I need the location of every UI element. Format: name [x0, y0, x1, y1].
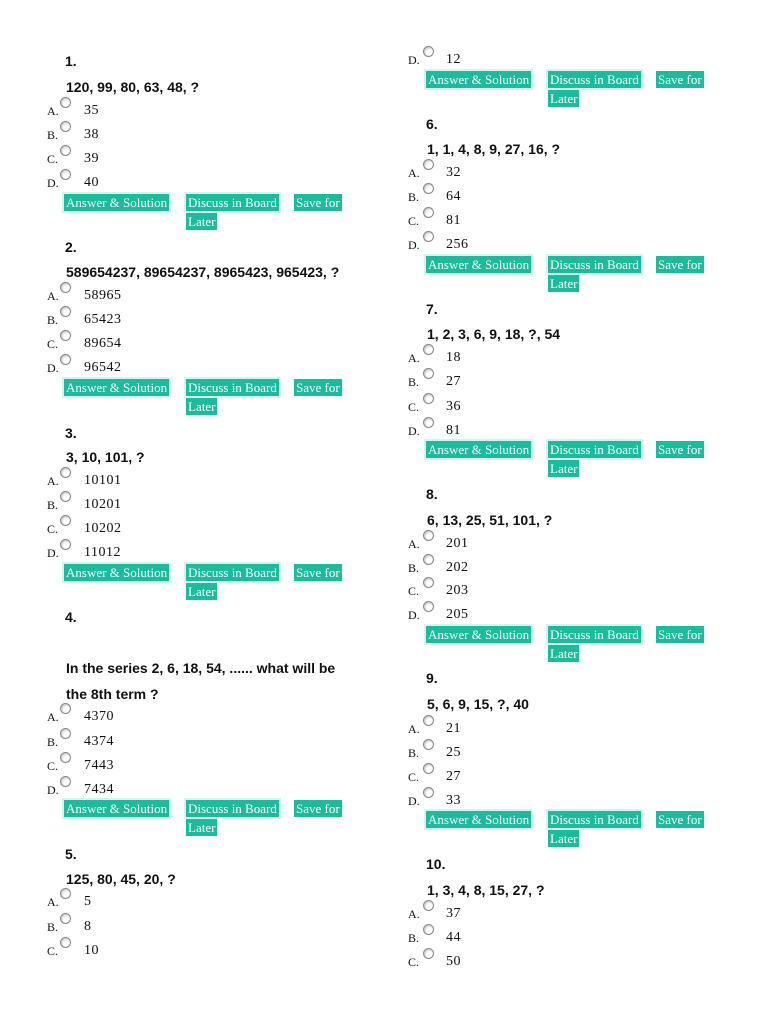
radio-icon[interactable] [60, 776, 71, 787]
answer-solution-button[interactable]: Answer & Solution [66, 195, 168, 210]
save-for-later-button[interactable]: Save for [296, 195, 340, 210]
discuss-board-button[interactable]: Discuss in Board [550, 442, 639, 457]
radio-icon[interactable] [423, 715, 434, 726]
option-row[interactable] [408, 347, 608, 367]
option-value: 33 [446, 793, 461, 808]
option-value: 39 [84, 151, 99, 166]
option-value: 201 [446, 536, 469, 551]
radio-icon[interactable] [60, 539, 71, 550]
option-row[interactable] [408, 420, 608, 440]
save-for-later-button[interactable]: Save for [296, 380, 340, 395]
save-for-later-button-line2[interactable]: Later [550, 831, 578, 846]
option-row[interactable] [408, 718, 608, 738]
question-text: 6, 13, 25, 51, 101, ? [427, 512, 553, 528]
option-row[interactable] [47, 285, 247, 305]
option-row[interactable] [408, 580, 608, 600]
answer-solution-button[interactable]: Answer & Solution [66, 801, 168, 816]
option-value: 58965 [84, 288, 122, 303]
radio-icon[interactable] [60, 145, 71, 156]
action-buttons [426, 626, 716, 666]
save-for-later-button-line2[interactable]: Later [188, 214, 216, 229]
option-row[interactable] [47, 333, 247, 353]
radio-icon[interactable] [60, 467, 71, 478]
action-buttons [64, 194, 354, 234]
radio-icon[interactable] [60, 282, 71, 293]
option-value: 37 [446, 906, 461, 921]
option-letter: D. [47, 783, 59, 797]
option-row[interactable] [408, 162, 608, 182]
option-value: 96542 [84, 360, 122, 375]
option-row[interactable] [408, 210, 608, 230]
action-buttons [64, 800, 354, 840]
option-row[interactable] [408, 604, 608, 624]
question-number: 1. [65, 53, 77, 69]
option-row[interactable] [47, 470, 247, 490]
option-letter: B. [47, 920, 59, 934]
radio-icon[interactable] [423, 601, 434, 612]
option-row[interactable] [47, 940, 247, 960]
option-letter: B. [47, 735, 59, 749]
question-number: 9. [426, 670, 438, 686]
option-row[interactable] [47, 731, 247, 751]
option-value: 5 [84, 894, 92, 909]
option-row[interactable] [408, 186, 608, 206]
question-text: 1, 1, 4, 8, 9, 27, 16, ? [427, 141, 561, 157]
option-letter: D. [408, 238, 420, 252]
radio-icon[interactable] [60, 515, 71, 526]
option-value: 27 [446, 769, 461, 784]
option-letter: A. [47, 895, 59, 909]
option-value: 81 [446, 423, 461, 438]
option-value: 10202 [84, 521, 122, 536]
question-number: 7. [426, 301, 438, 317]
option-row[interactable] [408, 557, 608, 577]
question-text: 1, 3, 4, 8, 15, 27, ? [427, 882, 545, 898]
answer-solution-button[interactable]: Answer & Solution [66, 380, 168, 395]
action-buttons [426, 71, 716, 111]
question-number: 4. [65, 609, 77, 625]
option-letter: C. [408, 214, 420, 228]
option-letter: B. [408, 931, 420, 945]
option-letter: C. [47, 522, 59, 536]
question-text-line2: the 8th term ? [66, 686, 159, 702]
option-letter: B. [47, 498, 59, 512]
option-value: 10 [84, 943, 99, 958]
option-value: 256 [446, 237, 469, 252]
radio-icon[interactable] [60, 169, 71, 180]
option-letter: C. [47, 152, 59, 166]
save-for-later-button[interactable]: Save for [658, 72, 702, 87]
option-row[interactable] [47, 706, 247, 726]
radio-icon[interactable] [423, 554, 434, 565]
option-row[interactable] [47, 916, 247, 936]
option-letter: C. [47, 759, 59, 773]
radio-icon[interactable] [60, 97, 71, 108]
option-letter: C. [408, 955, 420, 969]
radio-icon[interactable] [423, 924, 434, 935]
option-letter: C. [47, 337, 59, 351]
discuss-board-button[interactable]: Discuss in Board [550, 257, 639, 272]
option-value: 44 [446, 930, 461, 945]
option-row[interactable] [47, 891, 247, 911]
option-value: 4370 [84, 709, 114, 724]
option-letter: D. [408, 424, 420, 438]
option-value: 4374 [84, 734, 114, 749]
option-letter: D. [47, 176, 59, 190]
option-value: 25 [446, 745, 461, 760]
option-letter: A. [408, 537, 420, 551]
option-row[interactable] [47, 172, 247, 192]
option-row[interactable] [47, 518, 247, 538]
option-value: 205 [446, 607, 469, 622]
radio-icon[interactable] [423, 948, 434, 959]
question-number: 8. [426, 486, 438, 502]
save-for-later-button[interactable]: Save for [658, 627, 702, 642]
option-row[interactable] [47, 148, 247, 168]
option-value: 10101 [84, 473, 122, 488]
question-text: 3, 10, 101, ? [66, 449, 145, 465]
option-value: 64 [446, 189, 461, 204]
option-letter: A. [408, 351, 420, 365]
save-for-later-button-line2[interactable]: Later [188, 584, 216, 599]
radio-icon[interactable] [60, 752, 71, 763]
radio-icon[interactable] [60, 728, 71, 739]
discuss-board-button[interactable]: Discuss in Board [188, 801, 277, 816]
option-value: 202 [446, 560, 469, 575]
question-text: 125, 80, 45, 20, ? [66, 871, 176, 887]
radio-icon[interactable] [60, 937, 71, 948]
answer-solution-button[interactable]: Answer & Solution [428, 257, 530, 272]
question-text: 120, 99, 80, 63, 48, ? [66, 79, 200, 95]
option-value: 32 [446, 165, 461, 180]
answer-solution-button[interactable]: Answer & Solution [428, 812, 530, 827]
discuss-board-button[interactable]: Discuss in Board [550, 72, 639, 87]
option-letter: A. [47, 104, 59, 118]
radio-icon[interactable] [423, 739, 434, 750]
radio-icon[interactable] [60, 330, 71, 341]
option-letter: A. [408, 907, 420, 921]
question-number: 5. [65, 846, 77, 862]
option-row[interactable] [408, 927, 608, 947]
save-for-later-button[interactable]: Save for [296, 565, 340, 580]
save-for-later-button-line2[interactable]: Later [550, 276, 578, 291]
save-for-later-button[interactable]: Save for [658, 442, 702, 457]
option-letter: B. [408, 746, 420, 760]
option-value: 21 [446, 721, 461, 736]
answer-solution-button[interactable]: Answer & Solution [428, 627, 530, 642]
radio-icon[interactable] [423, 763, 434, 774]
option-letter: B. [408, 561, 420, 575]
option-letter: B. [408, 375, 420, 389]
discuss-board-button[interactable]: Discuss in Board [188, 380, 277, 395]
option-row[interactable] [408, 790, 608, 810]
radio-icon[interactable] [60, 491, 71, 502]
option-letter: C. [408, 400, 420, 414]
option-letter: A. [47, 710, 59, 724]
radio-icon[interactable] [60, 354, 71, 365]
option-letter: D. [408, 608, 420, 622]
radio-icon[interactable] [60, 888, 71, 899]
option-value: 50 [446, 954, 461, 969]
radio-icon[interactable] [423, 159, 434, 170]
option-letter: D. [408, 53, 420, 67]
save-for-later-button-line2[interactable]: Later [188, 820, 216, 835]
option-row[interactable] [47, 124, 247, 144]
action-buttons [426, 441, 716, 481]
option-row[interactable] [408, 951, 608, 971]
option-value: 12 [446, 52, 461, 67]
option-row[interactable] [47, 494, 247, 514]
option-letter: B. [408, 190, 420, 204]
question-number: 10. [426, 856, 446, 872]
option-row[interactable] [47, 357, 247, 377]
option-value: 203 [446, 583, 469, 598]
question-number: 2. [65, 239, 77, 255]
option-value: 89654 [84, 336, 122, 351]
question-text-line1: In the series 2, 6, 18, 54, ...... what will be [66, 660, 336, 676]
radio-icon[interactable] [60, 913, 71, 924]
radio-icon[interactable] [423, 393, 434, 404]
save-for-later-button-line2[interactable]: Later [550, 461, 578, 476]
radio-icon[interactable] [423, 368, 434, 379]
option-row[interactable] [408, 371, 608, 391]
radio-icon[interactable] [423, 787, 434, 798]
option-value: 81 [446, 213, 461, 228]
discuss-board-button[interactable]: Discuss in Board [550, 627, 639, 642]
option-row[interactable] [408, 49, 608, 69]
answer-solution-button[interactable]: Answer & Solution [428, 72, 530, 87]
option-letter: C. [408, 584, 420, 598]
option-letter: A. [408, 722, 420, 736]
option-letter: B. [47, 128, 59, 142]
option-row[interactable] [47, 779, 247, 799]
option-letter: A. [47, 289, 59, 303]
radio-icon[interactable] [423, 577, 434, 588]
option-letter: C. [408, 770, 420, 784]
discuss-board-button[interactable]: Discuss in Board [188, 195, 277, 210]
option-row[interactable] [408, 234, 608, 254]
option-value: 27 [446, 374, 461, 389]
question-text: 1, 2, 3, 6, 9, 18, ?, 54 [427, 326, 561, 342]
option-value: 7434 [84, 782, 114, 797]
answer-solution-button[interactable]: Answer & Solution [66, 565, 168, 580]
option-letter: D. [47, 546, 59, 560]
option-row[interactable] [408, 533, 608, 553]
option-row[interactable] [47, 542, 247, 562]
question-number: 6. [426, 116, 438, 132]
option-row[interactable] [408, 742, 608, 762]
radio-icon[interactable] [60, 306, 71, 317]
radio-icon[interactable] [423, 530, 434, 541]
question-text: 589654237, 89654237, 8965423, 965423, ? [66, 264, 340, 280]
option-row[interactable] [47, 755, 247, 775]
action-buttons [426, 256, 716, 296]
option-value: 65423 [84, 312, 122, 327]
discuss-board-button[interactable]: Discuss in Board [188, 565, 277, 580]
radio-icon[interactable] [423, 46, 434, 57]
save-for-later-button[interactable]: Save for [658, 812, 702, 827]
option-value: 8 [84, 919, 92, 934]
action-buttons [426, 811, 716, 851]
action-buttons [64, 564, 354, 604]
radio-icon[interactable] [423, 900, 434, 911]
option-value: 7443 [84, 758, 114, 773]
option-value: 38 [84, 127, 99, 142]
radio-icon[interactable] [423, 417, 434, 428]
option-letter: A. [408, 166, 420, 180]
radio-icon[interactable] [423, 183, 434, 194]
save-for-later-button[interactable]: Save for [658, 257, 702, 272]
option-value: 11012 [84, 545, 121, 560]
action-buttons [64, 379, 354, 419]
option-row[interactable] [47, 100, 247, 120]
save-for-later-button[interactable]: Save for [296, 801, 340, 816]
radio-icon[interactable] [423, 344, 434, 355]
radio-icon[interactable] [423, 207, 434, 218]
option-row[interactable] [408, 903, 608, 923]
option-row[interactable] [408, 396, 608, 416]
answer-solution-button[interactable]: Answer & Solution [428, 442, 530, 457]
option-letter: A. [47, 474, 59, 488]
option-letter: D. [47, 361, 59, 375]
option-value: 35 [84, 103, 99, 118]
question-text: 5, 6, 9, 15, ?, 40 [427, 696, 529, 712]
save-for-later-button-line2[interactable]: Later [188, 399, 216, 414]
question-number: 3. [65, 425, 77, 441]
option-value: 36 [446, 399, 461, 414]
option-value: 10201 [84, 497, 122, 512]
save-for-later-button-line2[interactable]: Later [550, 91, 578, 106]
radio-icon[interactable] [60, 703, 71, 714]
option-letter: B. [47, 313, 59, 327]
radio-icon[interactable] [60, 121, 71, 132]
option-row[interactable] [47, 309, 247, 329]
option-value: 40 [84, 175, 99, 190]
radio-icon[interactable] [423, 231, 434, 242]
save-for-later-button-line2[interactable]: Later [550, 646, 578, 661]
option-row[interactable] [408, 766, 608, 786]
option-letter: D. [408, 794, 420, 808]
discuss-board-button[interactable]: Discuss in Board [550, 812, 639, 827]
option-value: 18 [446, 350, 461, 365]
option-letter: C. [47, 944, 59, 958]
